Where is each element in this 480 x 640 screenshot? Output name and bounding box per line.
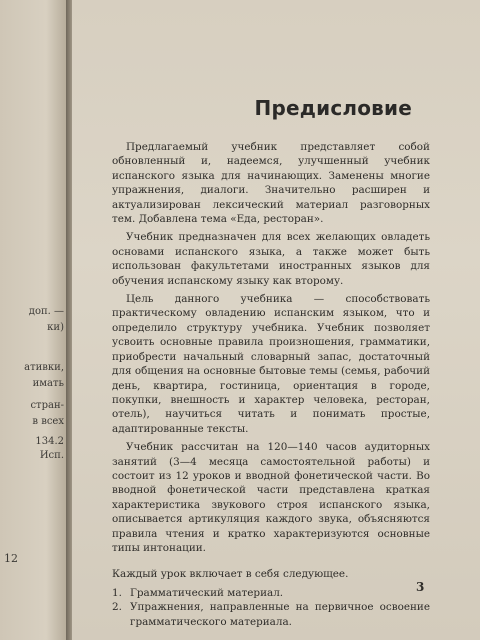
left-page-number: 12 xyxy=(4,552,18,565)
left-page-fragment: ативки, xyxy=(24,362,64,373)
left-page-fragment: стран- xyxy=(30,400,64,411)
paragraph: Цель данного учебника — способствовать практическому овладению испанским языком, что и определило структуру учебника. Учебник позволяет усвоить основные правила произношения, грамматики, приобрести начальный словарный запас, достаточный для общения на основные бытовые темы (семья, рабочий день, квартира, гостиница, ориентация в городе, покупки, внешность и характер человека, ресторан, отель), научиться читать и понимать простые, адаптированные тексты. xyxy=(112,293,430,435)
left-page-fragment: имать xyxy=(32,378,64,389)
list-item xyxy=(112,600,430,629)
page-title: Предисловие xyxy=(254,96,412,120)
page-number: 3 xyxy=(416,580,425,594)
list-text: Упражнения, направленные на первичное освоение грамматического материала. xyxy=(130,601,430,628)
paragraph: Учебник рассчитан на 120—140 часов аудиторных занятий (3—4 месяца самостоятельной работы) и состоит из 12 уроков и вводной фонетической части. Во вводной фонетической части представлена краткая характеристика звукового строя испанского языка, описывается артикуляция каждого звука, объясняются правила чтения и кратко характеризуются основные типы интонации. xyxy=(112,441,430,554)
list-text: Грамматический материал. xyxy=(130,586,284,599)
list-number: 2. xyxy=(112,601,122,614)
left-page-fragment: 134.2 xyxy=(35,436,64,447)
left-page-fragment: Исп. xyxy=(39,450,64,461)
left-page xyxy=(0,0,66,640)
left-page-fragment: в всех xyxy=(32,416,64,427)
list-intro: Каждый урок включает в себя следующее. xyxy=(112,568,349,581)
list-number: 1. xyxy=(112,586,122,599)
right-page xyxy=(72,0,480,640)
paragraph: Предлагаемый учебник представляет собой обновленный и, надеемся, улучшенный учебник испанского языка для начинающих. Заменены многие упражнения, диалоги. Значительно расширен и актуализирован лексический материал разговорных тем. Добавлена тема «Еда, ресторан». xyxy=(112,141,430,226)
list-item xyxy=(112,586,430,600)
body-text xyxy=(112,140,430,629)
paragraph: Учебник предназначен для всех желающих овладеть основами испанского языка, а также может быть использован факультетами иностранных языков для обучения испанскому языку как второму. xyxy=(112,231,430,287)
left-page-fragment: ки) xyxy=(47,322,64,333)
lesson-contents-list xyxy=(112,586,430,629)
left-page-fragment: доп. — xyxy=(28,306,64,317)
